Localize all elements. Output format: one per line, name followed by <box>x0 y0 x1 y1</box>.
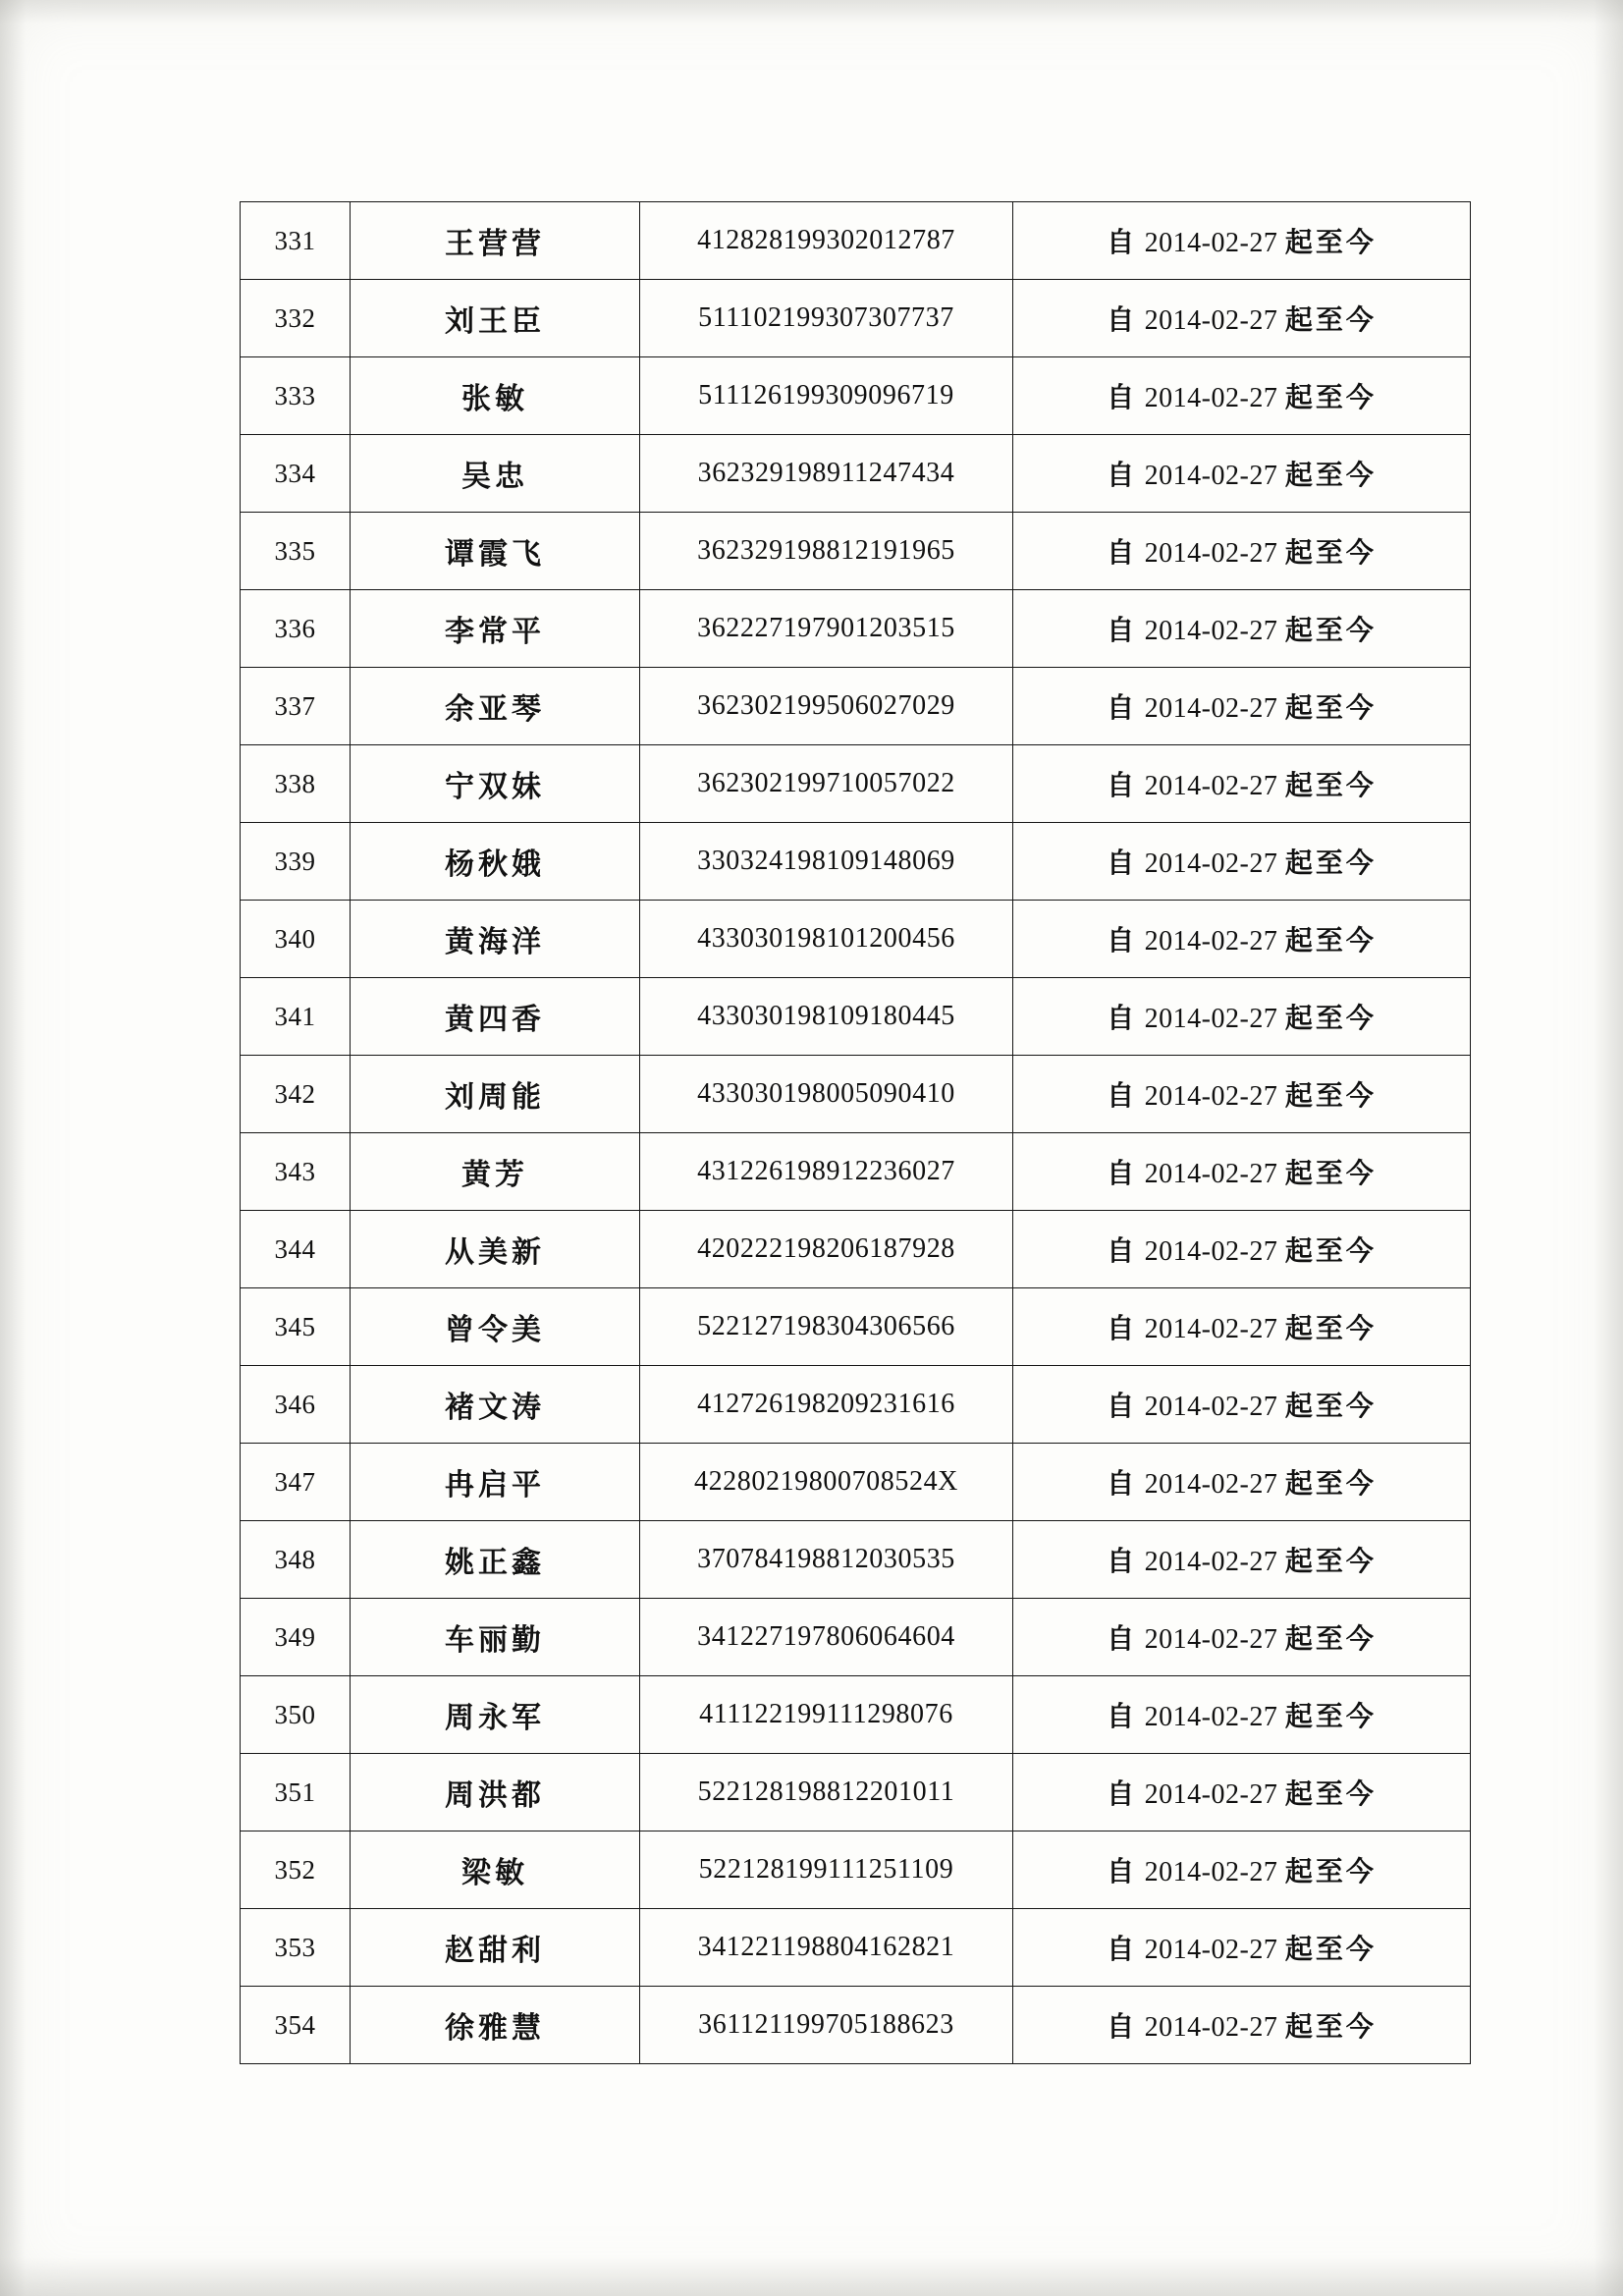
cell-name: 谭霞飞 <box>351 513 640 590</box>
period-suffix: 起至今 <box>1284 926 1377 957</box>
cell-id-number: 361121199705188623 <box>640 1987 1013 2064</box>
cell-period <box>1013 823 1471 901</box>
table-row <box>241 1754 1471 1831</box>
cell-id-number: 341227197806064604 <box>640 1599 1013 1676</box>
period-start-date: 2014-02-27 <box>1137 2012 1285 2043</box>
scan-edge-bottom <box>0 2257 1623 2296</box>
cell-period <box>1013 1211 1471 1288</box>
cell-name: 徐雅慧 <box>351 1987 640 2064</box>
table-row <box>241 590 1471 668</box>
cell-period <box>1013 590 1471 668</box>
period-prefix: 自 <box>1107 1236 1138 1267</box>
cell-name: 冉启平 <box>351 1444 640 1521</box>
roster-table <box>240 201 1471 2064</box>
period-prefix: 自 <box>1107 538 1138 569</box>
cell-sequence-number: 354 <box>241 1987 351 2064</box>
period-prefix: 自 <box>1107 305 1138 336</box>
table-row <box>241 435 1471 513</box>
period-start-date: 2014-02-27 <box>1137 461 1285 491</box>
cell-period <box>1013 357 1471 435</box>
period-suffix: 起至今 <box>1284 693 1377 724</box>
table-row <box>241 1366 1471 1444</box>
cell-name: 黄四香 <box>351 978 640 1056</box>
cell-period <box>1013 1831 1471 1909</box>
cell-sequence-number: 353 <box>241 1909 351 1987</box>
cell-name: 刘王臣 <box>351 280 640 357</box>
period-start-date: 2014-02-27 <box>1137 771 1285 801</box>
period-start-date: 2014-02-27 <box>1137 228 1285 258</box>
cell-period <box>1013 1676 1471 1754</box>
cell-name: 姚正鑫 <box>351 1521 640 1599</box>
cell-name: 宁双妹 <box>351 745 640 823</box>
period-start-date: 2014-02-27 <box>1137 383 1285 413</box>
period-suffix: 起至今 <box>1284 538 1377 569</box>
cell-name: 李常平 <box>351 590 640 668</box>
cell-name: 杨秋娥 <box>351 823 640 901</box>
cell-id-number: 522127198304306566 <box>640 1288 1013 1366</box>
period-prefix: 自 <box>1107 2012 1138 2043</box>
cell-id-number: 433030198005090410 <box>640 1056 1013 1133</box>
period-suffix: 起至今 <box>1284 1469 1377 1500</box>
cell-sequence-number: 349 <box>241 1599 351 1676</box>
cell-id-number: 511126199309096719 <box>640 357 1013 435</box>
cell-name: 周洪都 <box>351 1754 640 1831</box>
table-row <box>241 513 1471 590</box>
table-row <box>241 1831 1471 1909</box>
table-row <box>241 1676 1471 1754</box>
cell-name: 赵甜利 <box>351 1909 640 1987</box>
cell-id-number: 411122199111298076 <box>640 1676 1013 1754</box>
cell-sequence-number: 348 <box>241 1521 351 1599</box>
period-start-date: 2014-02-27 <box>1137 848 1285 879</box>
cell-period <box>1013 280 1471 357</box>
period-prefix: 自 <box>1107 1469 1138 1500</box>
period-start-date: 2014-02-27 <box>1137 926 1285 957</box>
period-start-date: 2014-02-27 <box>1137 1392 1285 1422</box>
cell-period <box>1013 1133 1471 1211</box>
period-prefix: 自 <box>1107 1004 1138 1034</box>
period-prefix: 自 <box>1107 461 1138 491</box>
cell-name: 梁敏 <box>351 1831 640 1909</box>
scan-edge-right <box>1594 0 1623 2296</box>
period-start-date: 2014-02-27 <box>1137 1857 1285 1887</box>
cell-sequence-number: 332 <box>241 280 351 357</box>
period-suffix: 起至今 <box>1284 1159 1377 1189</box>
cell-period <box>1013 1987 1471 2064</box>
cell-id-number: 522128198812201011 <box>640 1754 1013 1831</box>
table-row <box>241 978 1471 1056</box>
period-start-date: 2014-02-27 <box>1137 1779 1285 1810</box>
period-suffix: 起至今 <box>1284 1857 1377 1887</box>
table-row <box>241 1288 1471 1366</box>
period-suffix: 起至今 <box>1284 305 1377 336</box>
table-row <box>241 1987 1471 2064</box>
period-suffix: 起至今 <box>1284 383 1377 413</box>
period-start-date: 2014-02-27 <box>1137 1547 1285 1577</box>
cell-id-number: 42280219800708524X <box>640 1444 1013 1521</box>
period-prefix: 自 <box>1107 1081 1138 1112</box>
cell-period <box>1013 1521 1471 1599</box>
cell-sequence-number: 340 <box>241 901 351 978</box>
table-row <box>241 1599 1471 1676</box>
period-start-date: 2014-02-27 <box>1137 1314 1285 1344</box>
table-row <box>241 1133 1471 1211</box>
cell-sequence-number: 342 <box>241 1056 351 1133</box>
period-start-date: 2014-02-27 <box>1137 305 1285 336</box>
period-suffix: 起至今 <box>1284 1702 1377 1732</box>
cell-name: 黄芳 <box>351 1133 640 1211</box>
period-prefix: 自 <box>1107 383 1138 413</box>
cell-name: 周永军 <box>351 1676 640 1754</box>
period-prefix: 自 <box>1107 926 1138 957</box>
cell-name: 曾令美 <box>351 1288 640 1366</box>
table-row <box>241 1211 1471 1288</box>
period-suffix: 起至今 <box>1284 1624 1377 1655</box>
period-suffix: 起至今 <box>1284 771 1377 801</box>
cell-period <box>1013 1599 1471 1676</box>
period-start-date: 2014-02-27 <box>1137 1159 1285 1189</box>
table-row <box>241 1056 1471 1133</box>
period-suffix: 起至今 <box>1284 1004 1377 1034</box>
period-start-date: 2014-02-27 <box>1137 616 1285 646</box>
period-prefix: 自 <box>1107 1314 1138 1344</box>
cell-period <box>1013 1754 1471 1831</box>
period-start-date: 2014-02-27 <box>1137 1081 1285 1112</box>
cell-id-number: 330324198109148069 <box>640 823 1013 901</box>
period-suffix: 起至今 <box>1284 461 1377 491</box>
cell-period <box>1013 1909 1471 1987</box>
period-prefix: 自 <box>1107 616 1138 646</box>
cell-name: 余亚琴 <box>351 668 640 745</box>
cell-name: 刘周能 <box>351 1056 640 1133</box>
roster-table-container <box>240 201 1470 2064</box>
period-prefix: 自 <box>1107 1779 1138 1810</box>
cell-period <box>1013 1056 1471 1133</box>
period-start-date: 2014-02-27 <box>1137 538 1285 569</box>
cell-sequence-number: 338 <box>241 745 351 823</box>
period-prefix: 自 <box>1107 1159 1138 1189</box>
cell-id-number: 522128199111251109 <box>640 1831 1013 1909</box>
cell-id-number: 412828199302012787 <box>640 202 1013 280</box>
period-suffix: 起至今 <box>1284 2012 1377 2043</box>
table-row <box>241 202 1471 280</box>
cell-sequence-number: 351 <box>241 1754 351 1831</box>
scan-edge-left <box>0 0 26 2296</box>
table-row <box>241 1444 1471 1521</box>
period-prefix: 自 <box>1107 1702 1138 1732</box>
cell-period <box>1013 745 1471 823</box>
cell-id-number: 362329198812191965 <box>640 513 1013 590</box>
cell-period <box>1013 978 1471 1056</box>
cell-period <box>1013 435 1471 513</box>
period-start-date: 2014-02-27 <box>1137 1624 1285 1655</box>
period-start-date: 2014-02-27 <box>1137 1236 1285 1267</box>
period-start-date: 2014-02-27 <box>1137 1702 1285 1732</box>
period-suffix: 起至今 <box>1284 1547 1377 1577</box>
cell-sequence-number: 333 <box>241 357 351 435</box>
cell-sequence-number: 337 <box>241 668 351 745</box>
cell-name: 王营营 <box>351 202 640 280</box>
cell-period <box>1013 668 1471 745</box>
cell-sequence-number: 343 <box>241 1133 351 1211</box>
cell-id-number: 362302199710057022 <box>640 745 1013 823</box>
cell-id-number: 370784198812030535 <box>640 1521 1013 1599</box>
cell-sequence-number: 344 <box>241 1211 351 1288</box>
cell-id-number: 420222198206187928 <box>640 1211 1013 1288</box>
period-prefix: 自 <box>1107 693 1138 724</box>
cell-period <box>1013 1444 1471 1521</box>
cell-sequence-number: 347 <box>241 1444 351 1521</box>
table-row <box>241 668 1471 745</box>
period-prefix: 自 <box>1107 1857 1138 1887</box>
cell-name: 张敏 <box>351 357 640 435</box>
cell-id-number: 433030198109180445 <box>640 978 1013 1056</box>
cell-sequence-number: 339 <box>241 823 351 901</box>
table-row <box>241 1521 1471 1599</box>
period-suffix: 起至今 <box>1284 1081 1377 1112</box>
cell-id-number: 362227197901203515 <box>640 590 1013 668</box>
cell-sequence-number: 341 <box>241 978 351 1056</box>
cell-id-number: 431226198912236027 <box>640 1133 1013 1211</box>
cell-sequence-number: 352 <box>241 1831 351 1909</box>
cell-period <box>1013 901 1471 978</box>
table-row <box>241 745 1471 823</box>
cell-period <box>1013 1366 1471 1444</box>
period-prefix: 自 <box>1107 1547 1138 1577</box>
period-start-date: 2014-02-27 <box>1137 1935 1285 1965</box>
period-suffix: 起至今 <box>1284 1314 1377 1344</box>
table-row <box>241 357 1471 435</box>
cell-name: 车丽勤 <box>351 1599 640 1676</box>
period-prefix: 自 <box>1107 1624 1138 1655</box>
cell-sequence-number: 336 <box>241 590 351 668</box>
roster-table-body <box>241 202 1471 2064</box>
period-start-date: 2014-02-27 <box>1137 1004 1285 1034</box>
period-suffix: 起至今 <box>1284 1935 1377 1965</box>
cell-sequence-number: 335 <box>241 513 351 590</box>
cell-id-number: 341221198804162821 <box>640 1909 1013 1987</box>
cell-id-number: 433030198101200456 <box>640 901 1013 978</box>
period-suffix: 起至今 <box>1284 228 1377 258</box>
table-row <box>241 823 1471 901</box>
cell-name: 褚文涛 <box>351 1366 640 1444</box>
period-prefix: 自 <box>1107 1392 1138 1422</box>
table-row <box>241 280 1471 357</box>
table-row <box>241 1909 1471 1987</box>
period-suffix: 起至今 <box>1284 616 1377 646</box>
cell-sequence-number: 331 <box>241 202 351 280</box>
cell-name: 从美新 <box>351 1211 640 1288</box>
period-prefix: 自 <box>1107 848 1138 879</box>
period-start-date: 2014-02-27 <box>1137 1469 1285 1500</box>
table-row <box>241 901 1471 978</box>
cell-sequence-number: 345 <box>241 1288 351 1366</box>
period-suffix: 起至今 <box>1284 1236 1377 1267</box>
scan-edge-top <box>0 0 1623 24</box>
period-suffix: 起至今 <box>1284 1779 1377 1810</box>
cell-id-number: 511102199307307737 <box>640 280 1013 357</box>
period-suffix: 起至今 <box>1284 848 1377 879</box>
cell-id-number: 362329198911247434 <box>640 435 1013 513</box>
period-prefix: 自 <box>1107 1935 1138 1965</box>
cell-name: 黄海洋 <box>351 901 640 978</box>
cell-period <box>1013 202 1471 280</box>
cell-period <box>1013 1288 1471 1366</box>
cell-sequence-number: 346 <box>241 1366 351 1444</box>
cell-sequence-number: 334 <box>241 435 351 513</box>
period-start-date: 2014-02-27 <box>1137 693 1285 724</box>
period-prefix: 自 <box>1107 228 1138 258</box>
cell-name: 吴忠 <box>351 435 640 513</box>
cell-period <box>1013 513 1471 590</box>
cell-id-number: 362302199506027029 <box>640 668 1013 745</box>
period-prefix: 自 <box>1107 771 1138 801</box>
cell-sequence-number: 350 <box>241 1676 351 1754</box>
cell-id-number: 412726198209231616 <box>640 1366 1013 1444</box>
period-suffix: 起至今 <box>1284 1392 1377 1422</box>
